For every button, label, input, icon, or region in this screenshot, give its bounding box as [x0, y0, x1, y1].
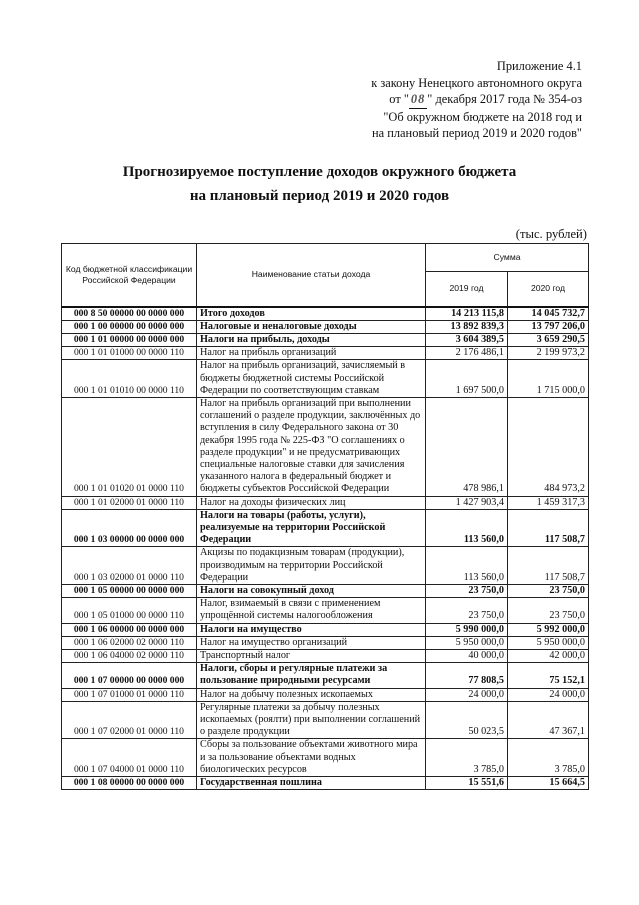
- row-value-2020: 5 950 000,0: [508, 636, 589, 649]
- row-name: Государственная пошлина: [197, 777, 426, 790]
- row-code: 000 1 01 01020 01 0000 110: [62, 397, 197, 496]
- appendix-date-prefix: от ": [389, 92, 409, 107]
- row-value-2019: 23 750,0: [426, 584, 508, 597]
- row-value-2020: 5 992 000,0: [508, 623, 589, 636]
- row-code: 000 1 05 00000 00 0000 000: [62, 584, 197, 597]
- row-name: Налог на доходы физических лиц: [197, 496, 426, 509]
- page-title-line-2: на плановый период 2019 и 2020 годов: [189, 188, 450, 204]
- row-value-2020: 1 715 000,0: [508, 360, 589, 398]
- row-value-2020: 2 199 973,2: [508, 347, 589, 360]
- row-code: 000 1 06 02000 02 0000 110: [62, 636, 197, 649]
- appendix-block: [371, 58, 582, 142]
- row-code: 000 1 01 02000 01 0000 110: [62, 496, 197, 509]
- row-value-2020: 117 508,7: [508, 509, 589, 547]
- row-code: 000 1 03 02000 01 0000 110: [62, 547, 197, 585]
- row-code: 000 1 07 04000 01 0000 110: [62, 739, 197, 777]
- header-2020: 2020 год: [508, 272, 589, 307]
- row-value-2020: 117 508,7: [508, 547, 589, 585]
- row-value-2020: 23 750,0: [508, 598, 589, 623]
- row-code: 000 1 07 00000 00 0000 000: [62, 663, 197, 688]
- row-value-2020: 3 785,0: [508, 739, 589, 777]
- appendix-title: Приложение 4.1: [496, 59, 582, 73]
- header-name: Наименование статьи дохода: [197, 244, 426, 307]
- row-value-2019: 1 427 903,4: [426, 496, 508, 509]
- header-code: Код бюджетной классификации Российской Федерации: [62, 244, 197, 307]
- row-value-2019: 3 785,0: [426, 739, 508, 777]
- table-row: [62, 333, 589, 346]
- table-row: [62, 509, 589, 547]
- row-code: 000 1 05 01000 00 0000 110: [62, 598, 197, 623]
- row-name: Налоги на прибыль, доходы: [197, 333, 426, 346]
- row-name: Налог на прибыль организаций, зачисляемый в бюджеты бюджетной системы Российской Федерации по соответствующим ставкам: [197, 360, 426, 398]
- row-code: 000 1 01 01010 00 0000 110: [62, 360, 197, 398]
- row-value-2019: 113 560,0: [426, 547, 508, 585]
- row-code: 000 1 07 02000 01 0000 110: [62, 701, 197, 739]
- row-value-2020: 14 045 732,7: [508, 307, 589, 321]
- row-value-2019: 14 213 115,8: [426, 307, 508, 321]
- table-row: [62, 547, 589, 585]
- row-value-2019: 13 892 839,3: [426, 320, 508, 333]
- row-value-2019: 113 560,0: [426, 509, 508, 547]
- row-value-2019: 77 808,5: [426, 663, 508, 688]
- row-code: 000 1 06 00000 00 0000 000: [62, 623, 197, 636]
- table-row: [62, 777, 589, 790]
- table-row: [62, 584, 589, 597]
- table-row: [62, 307, 589, 321]
- row-value-2019: 5 950 000,0: [426, 636, 508, 649]
- row-value-2020: 24 000,0: [508, 688, 589, 701]
- table-row: [62, 496, 589, 509]
- row-code: 000 1 01 01000 00 0000 110: [62, 347, 197, 360]
- header-2019: 2019 год: [426, 272, 508, 307]
- row-name: Налог на добычу полезных ископаемых: [197, 688, 426, 701]
- table-row: [62, 663, 589, 688]
- row-name: Транспортный налог: [197, 649, 426, 662]
- row-code: 000 8 50 00000 00 0000 000: [62, 307, 197, 321]
- row-code: 000 1 08 00000 00 0000 000: [62, 777, 197, 790]
- row-value-2020: 484 973,2: [508, 397, 589, 496]
- row-name: Налог на имущество организаций: [197, 636, 426, 649]
- row-value-2019: 1 697 500,0: [426, 360, 508, 398]
- table-row: [62, 347, 589, 360]
- row-name: Сборы за пользование объектами животного мира и за пользование объектами водных биологических ресурсов: [197, 739, 426, 777]
- row-code: 000 1 01 00000 00 0000 000: [62, 333, 197, 346]
- row-value-2019: 23 750,0: [426, 598, 508, 623]
- row-code: 000 1 06 04000 02 0000 110: [62, 649, 197, 662]
- unit-label: (тыс. рублей): [515, 227, 587, 241]
- row-code: 000 1 03 00000 00 0000 000: [62, 509, 197, 547]
- row-value-2020: 1 459 317,3: [508, 496, 589, 509]
- row-value-2019: 2 176 486,1: [426, 347, 508, 360]
- row-value-2019: 478 986,1: [426, 397, 508, 496]
- row-name: Итого доходов: [197, 307, 426, 321]
- table-row: [62, 598, 589, 623]
- appendix-law-name-2: на плановый период 2019 и 2020 годов": [372, 126, 582, 141]
- revenue-table: [61, 243, 589, 790]
- table-row: [62, 397, 589, 496]
- table-row: [62, 623, 589, 636]
- row-value-2020: 75 152,1: [508, 663, 589, 688]
- row-value-2019: 50 023,5: [426, 701, 508, 739]
- table-row: [62, 739, 589, 777]
- row-value-2020: 3 659 290,5: [508, 333, 589, 346]
- table-row: [62, 360, 589, 398]
- row-value-2019: 15 551,6: [426, 777, 508, 790]
- page-title: [0, 160, 639, 208]
- page-title-line-1: Прогнозируемое поступление доходов окружного бюджета: [122, 164, 517, 180]
- row-code: 000 1 00 00000 00 0000 000: [62, 320, 197, 333]
- row-value-2020: 15 664,5: [508, 777, 589, 790]
- row-value-2019: 40 000,0: [426, 649, 508, 662]
- row-name: Акцизы по подакцизным товарам (продукции), производимым на территории Российской Федерации: [197, 547, 426, 585]
- row-value-2019: 24 000,0: [426, 688, 508, 701]
- row-value-2019: 3 604 389,5: [426, 333, 508, 346]
- row-name: Налоги на имущество: [197, 623, 426, 636]
- row-code: 000 1 07 01000 01 0000 110: [62, 688, 197, 701]
- appendix-date-suffix: " декабря 2017 года № 354-оз: [427, 92, 582, 107]
- row-name: Налоги на совокупный доход: [197, 584, 426, 597]
- row-value-2020: 42 000,0: [508, 649, 589, 662]
- appendix-law-name-1: "Об окружном бюджете на 2018 год и: [383, 109, 582, 124]
- table-header: [62, 244, 589, 307]
- row-name: Налоги на товары (работы, услуги), реализуемые на территории Российской Федерации: [197, 509, 426, 547]
- row-name: Налоговые и неналоговые доходы: [197, 320, 426, 333]
- row-name: Налог на прибыль организаций при выполнении соглашений о разделе продукции, заключённых до вступления в силу Федерального закона от 30 декабря 1995 года № 225-ФЗ "О соглашениях о разделе продукции" и не предусматривающих специальные налоговые ставки для зачисления указанного налога в федеральный бюджет и бюджеты субъектов Российской Федерации: [197, 397, 426, 496]
- table-row: [62, 320, 589, 333]
- table-row: [62, 701, 589, 739]
- table-row: [62, 649, 589, 662]
- row-name: Налог, взимаемый в связи с применением упрощённой системы налогообложения: [197, 598, 426, 623]
- row-value-2020: 23 750,0: [508, 584, 589, 597]
- row-name: Налоги, сборы и регулярные платежи за пользование природными ресурсами: [197, 663, 426, 688]
- row-value-2020: 47 367,1: [508, 701, 589, 739]
- appendix-law: к закону Ненецкого автономного округа: [371, 75, 582, 90]
- appendix-date: [371, 91, 582, 109]
- row-name: Налог на прибыль организаций: [197, 347, 426, 360]
- table-row: [62, 688, 589, 701]
- table-body: [62, 307, 589, 790]
- appendix-date-day: 08: [409, 91, 427, 109]
- table-row: [62, 636, 589, 649]
- row-name: Регулярные платежи за добычу полезных ископаемых (роялти) при выполнении соглашений о разделе продукции: [197, 701, 426, 739]
- row-value-2019: 5 990 000,0: [426, 623, 508, 636]
- header-sum: Сумма: [426, 244, 589, 272]
- row-value-2020: 13 797 206,0: [508, 320, 589, 333]
